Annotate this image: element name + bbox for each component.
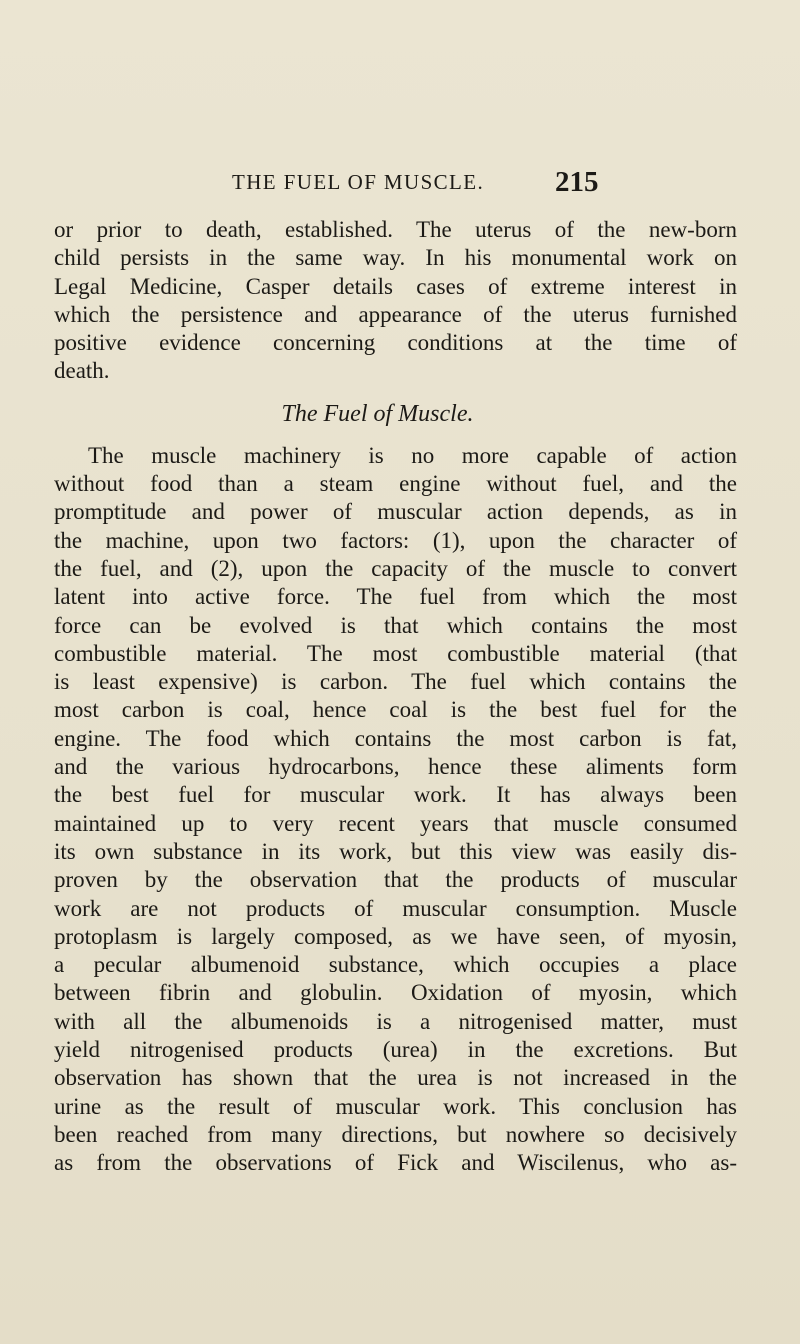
text-line: between fibrin and globulin. Oxidation of myosin, which xyxy=(54,980,737,1006)
text-line: proven by the observation that the products of muscular xyxy=(54,867,737,893)
text-line: the fuel, and (2), upon the capacity of the muscle to convert xyxy=(54,555,737,581)
text-line: positive evidence concerning conditions at the time of xyxy=(54,330,737,356)
text-line: or prior to death, established. The uterus of the new-born xyxy=(54,217,737,242)
text-line: death. xyxy=(54,358,110,384)
text-line: force can be evolved is that which contains the most xyxy=(54,612,737,638)
text-line: child persists in the same way. In his monumental work on xyxy=(54,245,737,271)
text-line: the machine, upon two factors: (1), upon the character of xyxy=(54,527,737,553)
running-head xyxy=(200,168,600,202)
paragraph-continuation xyxy=(54,216,737,386)
text-line: without food than a steam engine without fuel, and the xyxy=(54,471,737,497)
text-line: is least expensive) is carbon. The fuel which contains the xyxy=(54,669,737,695)
text-line: observation has shown that the urea is not increased in the xyxy=(54,1065,737,1091)
text-line: promptitude and power of muscular action depends, as in xyxy=(54,499,737,525)
text-line: most carbon is coal, hence coal is the best fuel for the xyxy=(54,697,737,723)
text-line: the best fuel for muscular work. It has always been xyxy=(54,782,737,808)
text-line: combustible material. The most combustible material (that xyxy=(54,640,737,666)
text-line: work are not products of muscular consumption. Muscle xyxy=(54,895,737,921)
text-line: yield nitrogenised products (urea) in the excretions. But xyxy=(54,1037,737,1063)
text-line: urine as the result of muscular work. This conclusion has xyxy=(54,1093,737,1119)
text-line: with all the albumenoids is a nitrogenised matter, must xyxy=(54,1008,737,1034)
text-line: latent into active force. The fuel from which the most xyxy=(54,584,737,610)
running-title: THE FUEL OF MUSCLE. xyxy=(232,170,485,194)
text-line: a pecular albumenoid substance, which occupies a place xyxy=(54,952,737,978)
text-line: engine. The food which contains the most carbon is fat, xyxy=(54,725,737,751)
section-heading: The Fuel of Muscle. xyxy=(281,400,474,427)
text-line: The muscle machinery is no more capable of action xyxy=(88,442,737,468)
text-line: Legal Medicine, Casper details cases of extreme interest in xyxy=(54,273,737,299)
text-line: been reached from many directions, but nowhere so decisively xyxy=(54,1121,737,1147)
text-line: protoplasm is largely composed, as we have seen, of myosin, xyxy=(54,923,737,949)
paragraph-fuel-of-muscle xyxy=(54,442,737,1178)
body-text xyxy=(54,216,737,1178)
page-number: 215 xyxy=(555,166,599,198)
text-line: its own substance in its work, but this view was easily dis- xyxy=(54,838,737,864)
text-line: and the various hydrocarbons, hence these aliments form xyxy=(54,754,737,780)
text-line: as from the observations of Fick and Wiscilenus, who as- xyxy=(54,1150,737,1176)
text-line: which the persistence and appearance of the uterus furnished xyxy=(54,301,737,327)
text-line: maintained up to very recent years that muscle consumed xyxy=(54,810,737,836)
